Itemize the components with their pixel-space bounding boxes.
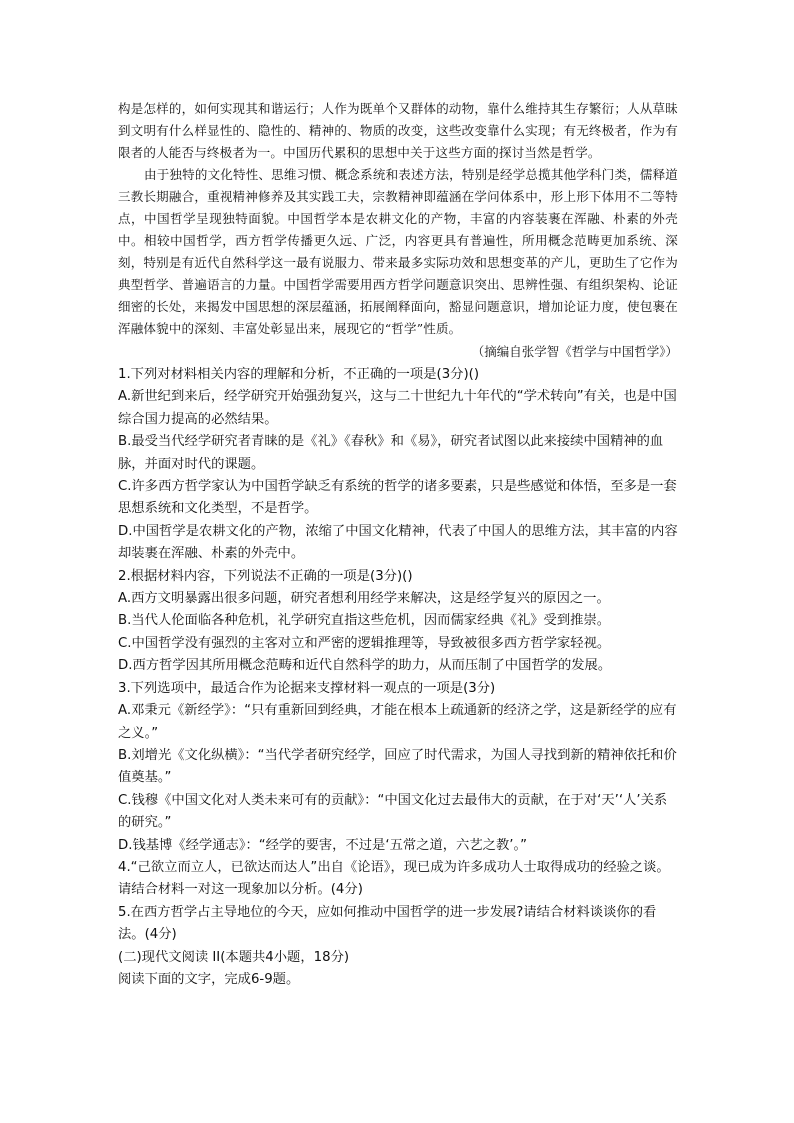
question-1-stem: 1.下列对材料相关内容的理解和分析，不正确的一项是(3分)() xyxy=(118,367,480,382)
question-3-option-c: C.钱穆《中国文化对人类未来可有的贡献》：“中国文化过去最伟大的贡献，在于对‘天’‘人’关系的研究。” xyxy=(118,792,668,831)
question-3-option-d: D.钱基博《经学通志》：“经学的要害，不过是‘五常之道，六艺之教’。” xyxy=(118,837,528,853)
passage-paragraph-1: 构是怎样的，如何实现其和谐运行；人作为既单个又群体的动物，靠什么维持其生存繁衍；人从草昧到文明有什么样显性的、隐性的、精神的、物质的改变，这些改变靠什么实现；有无终极者，作为有限者的人能否与终极者为一。中国历代累积的思想中关于这些方面的探讨当然是哲学。 xyxy=(118,101,678,160)
passage-paragraph-2: 由于独特的文化特性、思维习惯、概念系统和表述方法，特别是经学总揽其他学科门类，儒释道三教长期融合，重视精神修养及其实践工夫，宗教精神即蕴涵在学问体系中，形上形下体用不二等特点，中国哲学呈现独特面貌。中国哲学本是农耕文化的产物，丰富的内容装裹在浑融、朴素的外壳中。相较中国哲学，西方哲学传播更久远、广泛，内容更具有普遍性，所用概念范畴更加系统、深刻，特别是有近代自然科学这一最有说服力、带来最多实际功效和思想变革的产儿，更助生了它作为典型哲学、普遍语言的力量。中国哲学需要用西方哲学问题意识突出、思辨性强、有组织架构、论证细密的长处，来揭发中国思想的深层蕴涵，拓展阐释面向，豁显问题意识，增加论证力度，使包裹在浑融体貌中的深刻、丰富处彰显出来，展现它的“哲学”性质。 xyxy=(118,167,678,336)
exam-page xyxy=(118,98,678,991)
question-5-stem: 5.在西方哲学占主导地位的今天，应如何推动中国哲学的进一步发展?请结合材料谈谈你的看法。(4分) xyxy=(118,904,657,943)
question-2-option-c: C.中国哲学没有强烈的主客对立和严密的逻辑推理等，导致被很多西方哲学家轻视。 xyxy=(118,635,611,651)
question-1-option-a: A.新世纪到来后，经学研究开始强劲复兴，这与二十世纪九十年代的“学术转向”有关，也是中国综合国力提高的必然结果。 xyxy=(118,389,677,427)
question-3-option-b: B.刘增光《文化纵横》：“当代学者研究经学，回应了时代需求，为国人寻找到新的精神依托和价值奠基。” xyxy=(118,747,677,786)
question-3-option-a: A.邓秉元《新经学》：“只有重新回到经典，才能在根本上疏通新的经济之学，这是新经学的应有之义。” xyxy=(118,703,677,741)
question-4 xyxy=(118,857,678,902)
question-2 xyxy=(118,566,678,678)
passage-source: （摘编自张学智《哲学与中国哲学》） xyxy=(471,344,678,359)
question-5 xyxy=(118,902,678,947)
question-2-option-d: D.西方哲学因其所用概念范畴和近代自然科学的助力，从而压制了中国哲学的发展。 xyxy=(118,658,612,674)
question-4-stem: 4.“己欲立而立人，已欲达而达人”出自《论语》，现已成为许多成功人士取得成功的经验之谈。请结合材料一对这一现象加以分析。(4分) xyxy=(118,859,670,898)
question-1-option-b: B.最受当代经学研究者青睐的是《礼》《春秋》和《易》，研究者试图以此来接续中国精神的血脉，并面对时代的课题。 xyxy=(118,434,664,472)
question-3 xyxy=(118,678,678,857)
question-3-stem: 3.下列选项中，最适合作为论据来支撑材料一观点的一项是(3分) xyxy=(118,680,496,696)
question-2-option-b: B.当代人伦面临各种危机，礼学研究直指这些危机，因而儒家经典《礼》受到推崇。 xyxy=(118,613,611,629)
question-1 xyxy=(118,364,678,566)
question-2-option-a: A.西方文明暴露出很多问题，研究者想利用经学来解决，这是经学复兴的原因之一。 xyxy=(118,591,610,607)
section-heading: (二)现代文阅读 II(本题共4小题，18分) xyxy=(118,949,350,965)
question-1-option-c: C.许多西方哲学家认为中国哲学缺乏有系统的哲学的诸多要素，只是些感觉和体悟，至多是一套思想系统和文化类型，不是哲学。 xyxy=(118,479,677,517)
question-2-stem: 2.根据材料内容，下列说法不正确的一项是(3分)() xyxy=(118,568,413,584)
question-1-option-d: D.中国哲学是农耕文化的产物，浓缩了中国文化精神，代表了中国人的思维方法，其丰富的内容却装裹在浑融、朴素的外壳中。 xyxy=(118,523,678,562)
section-instruction: 阅读下面的文字，完成6-9题。 xyxy=(118,971,300,987)
